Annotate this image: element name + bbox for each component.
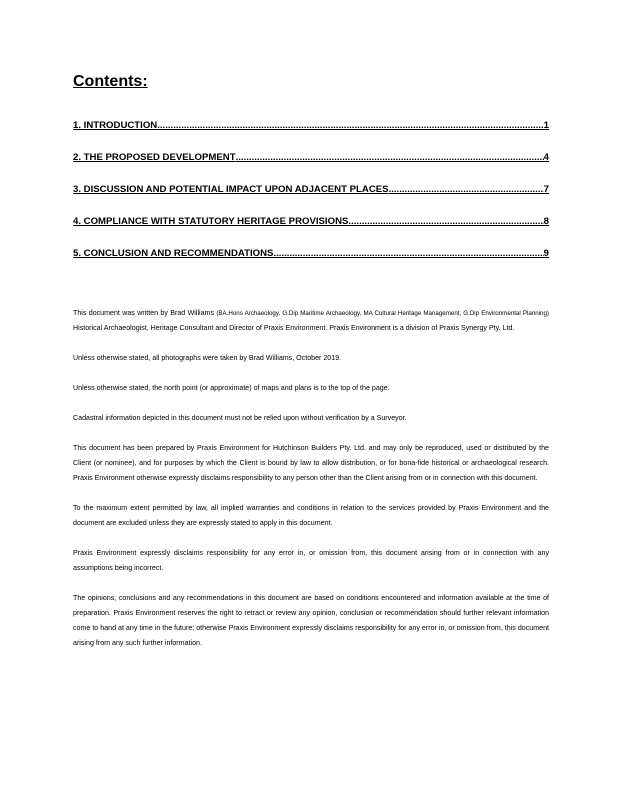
- toc-item-conclusion[interactable]: [73, 248, 549, 280]
- toc-leader-dots: [236, 152, 544, 163]
- table-of-contents: [73, 120, 549, 280]
- toc-item-title: 5. CONCLUSION AND RECOMMENDATIONS: [73, 248, 274, 259]
- toc-item-page: 8: [543, 216, 549, 227]
- author-credentials: (BA.Hons Archaeology, G.Dip Maritime Archaeology, MA Cultural Heritage Management, G.Dip Environmental Planning): [216, 310, 549, 317]
- distribution-disclaimer: This document has been prepared by Praxis Environment for Hutchinson Builders Pty. Ltd. and may only be reproduced, used or distributed by the Client (or nominee), and for purposes by which the Client is bound by law to allow distribution, or for bona-fide historical or archaeological research. Praxis Environment otherwise expressly disclaims responsibility to any person other than the Client arising from or in connection with this document.: [73, 444, 549, 482]
- toc-item-page: 4: [543, 152, 549, 163]
- toc-item-title: 3. DISCUSSION AND POTENTIAL IMPACT UPON ADJACENT PLACES: [73, 184, 389, 195]
- toc-item-page: 1: [543, 120, 549, 131]
- toc-item-compliance[interactable]: [73, 216, 549, 248]
- opinions-disclaimer: The opinions, conclusions and any recommendations in this document are based on conditions encountered and information available at the time of preparation. Praxis Environment reserves the right to retract or review any opinion, conclusion or recommendation should further relevant information come to hand at any time in the future; otherwise Praxis Environment expressly disclaims responsibility for any error in, or omission from, this document arising from any such further information.: [73, 594, 549, 647]
- author-suffix: Historical Archaeologist, Heritage Consultant and Director of Praxis Environment. Praxis Environment is a division of Praxis Synergy Pty. Ltd.: [73, 324, 515, 332]
- toc-item-proposed-development[interactable]: [73, 152, 549, 184]
- warranties-disclaimer: To the maximum extent permitted by law, all implied warranties and conditions in relation to the services provided by Praxis Environment and the document are excluded unless they are expressly stated to apply in this document.: [73, 504, 549, 527]
- toc-item-title: 4. COMPLIANCE WITH STATUTORY HERITAGE PROVISIONS: [73, 216, 349, 227]
- contents-heading: Contents:: [73, 73, 148, 90]
- document-notes: [73, 306, 549, 666]
- north-point-note: Unless otherwise stated, the north point (or approximate) of maps and plans is to the top of the page.: [73, 384, 390, 392]
- author-paragraph: [73, 306, 549, 336]
- toc-item-page: 7: [543, 184, 549, 195]
- photographs-note: Unless otherwise stated, all photographs were taken by Brad Williams, October 2019.: [73, 354, 342, 362]
- toc-item-title: 1. INTRODUCTION: [73, 120, 158, 131]
- assumptions-disclaimer: Praxis Environment expressly disclaims responsibility for any error in, or omission from, this document arising from or in connection with any assumptions being incorrect.: [73, 549, 549, 572]
- toc-item-discussion[interactable]: [73, 184, 549, 216]
- toc-leader-dots: [389, 184, 544, 195]
- toc-item-page: 9: [543, 248, 549, 259]
- toc-item-title: 2. THE PROPOSED DEVELOPMENT: [73, 152, 236, 163]
- toc-leader-dots: [157, 120, 543, 131]
- toc-item-introduction[interactable]: [73, 120, 549, 152]
- author-prefix: This document was written by Brad Williams: [73, 309, 217, 317]
- toc-leader-dots: [348, 216, 543, 227]
- cadastral-note: Cadastral information depicted in this document must not be relied upon without verification by a Surveyor.: [73, 414, 407, 422]
- toc-leader-dots: [273, 248, 543, 259]
